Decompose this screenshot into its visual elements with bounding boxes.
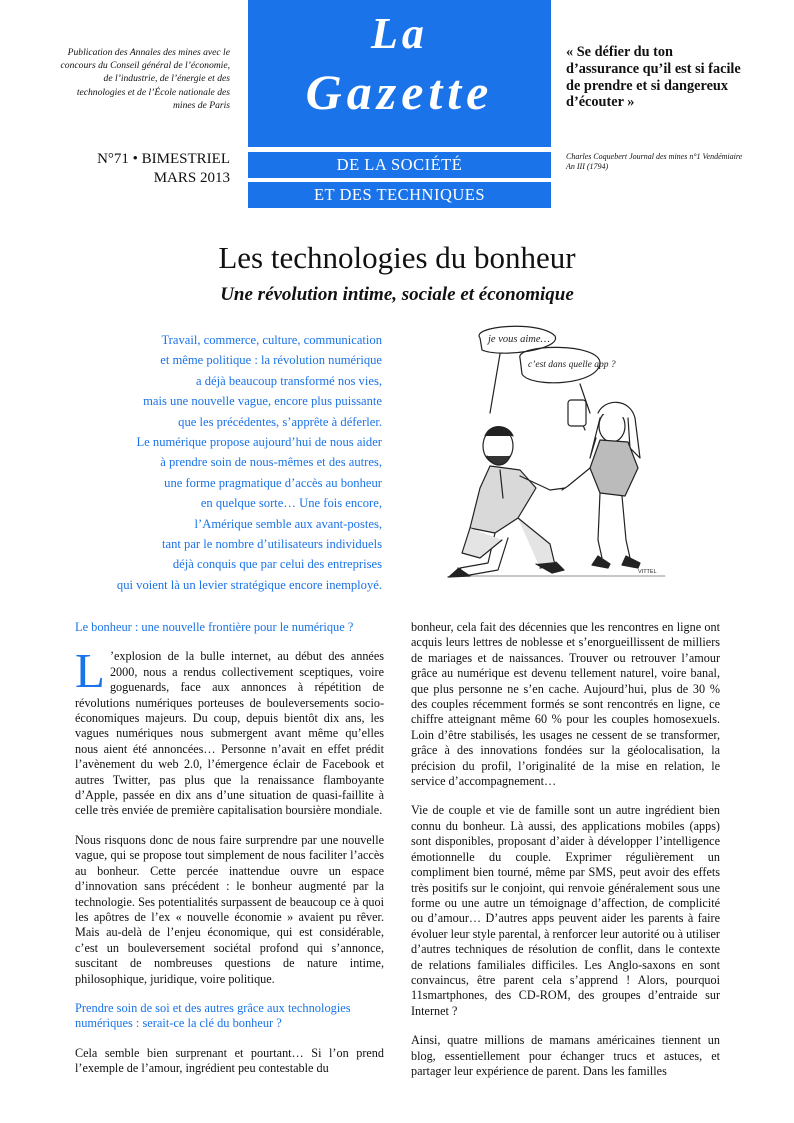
epigraph-attribution: Charles Coquebert Journal des mines n°1 Vendémiaire An III (1794)	[566, 152, 743, 171]
article-column-right	[411, 620, 720, 1093]
article-intro	[80, 330, 382, 595]
bubble-right-text: c’est dans quelle app ?	[528, 360, 616, 370]
bubble-left-text: je vous aime…	[488, 334, 550, 345]
body-paragraph: Cela semble bien surprenant et pourtant… Si l’on prend l’exemple de l’amour, ingrédient peu contestable du	[75, 1045, 384, 1076]
kneeling-man-figure	[448, 427, 565, 577]
section-heading: Le bonheur : une nouvelle frontière pour le numérique ?	[75, 620, 354, 634]
intro-line: en quelque sorte… Une fois encore,	[200, 496, 382, 511]
section-heading: Prendre soin de soi et des autres grâce aux technologies numériques : serait-ce la clé du bonheur ?	[75, 1000, 351, 1031]
issue-date: MARS 2013	[153, 170, 230, 186]
intro-line: déjà conquis que par celui des entreprises	[172, 557, 382, 572]
logo-gazette: Gazette	[305, 64, 494, 120]
logo-la: La	[371, 9, 428, 58]
article-title: Les technologies du bonheur	[218, 240, 576, 275]
intro-line: et même politique : la révolution numérique	[160, 353, 382, 368]
intro-line: une forme pragmatique d’accès au bonheur	[164, 475, 382, 490]
standing-woman-figure	[562, 400, 640, 568]
body-paragraph: L ’explosion de la bulle internet, au début des années 2000, nous a rendus collectivement sceptiques, voire goguenards, face aux annonces à répétition de révolutions numériques porteuses de bouleversements socio-économiques majeurs. Du coup, depuis bientôt dix ans, les vagues numériques nous submergent avant même qu’elles nous aient été annoncées… Personne n’avait en effet prédit l’avènement du web 2.0, l’émergence éclair de Facebook et autres Twitter, pas plus que la renaissance flamboyante d’Apple, passée en dix ans d’une situation de quasi-faillite à celle très enviée de première capitalisation boursière mondiale.	[75, 643, 384, 818]
masthead-band-techniques: ET DES TECHNIQUES	[248, 182, 551, 208]
intro-line: a déjà beaucoup transformé nos vies,	[195, 373, 382, 388]
intro-line: que les précédentes, s’apprête à déferler.	[178, 414, 382, 429]
intro-line: Le numérique propose aujourd’hui de nous aider	[136, 435, 382, 450]
intro-line: mais une nouvelle vague, encore plus puissante	[143, 394, 382, 409]
masthead-logo	[248, 0, 551, 147]
intro-line: Travail, commerce, culture, communication	[161, 333, 382, 347]
article-column-left	[75, 620, 384, 1091]
body-paragraph: Vie de couple et vie de famille sont un autre ingrédient bien connu du bonheur. Là aussi, des applications mobiles (apps) sont disponibles, proposant d’aider à développer l’intelligence émotionnelle du couple. Exprimer régulièrement un compliment bien tourné, même par SMS, peut avoir des effets très positifs sur le conjoint, qui renvoie généralement sous une forme ou une autre un témoignage d’affection, de complicité ou d’amour… D’autres apps peuvent aider les parents à faire évoluer leur style parental, à renforcer leur autorité ou à utiliser d’autres techniques de résolution de conflit, dans le contexte de relations familiales difficiles. Les Anglo-saxons en sont convaincus, être parent cela s’apprend ! Alors, pourquoi 11smartphones, des CD-ROM, des groupes d’entraide sur Internet ?	[411, 803, 720, 1018]
article-subtitle: Une révolution intime, sociale et économique	[220, 284, 574, 305]
body-paragraph: bonheur, cela fait des décennies que les rencontres en ligne ont acquis leurs lettres de noblesse et s’enorgueillissent de milliers de mariages et de naissances. Trouver ou retrouver l’amour grâce au numérique est devenu tellement naturel, voire banal, que plus personne ne s’en cache. Aujourd’hui, plus de 30 % des couples récemment formés se sont rencontrés en ligne, ce chiffre atteignant même 60 % pour les couples homosexuels. Loin d’être stabilisés, les usages ne cessent de se transformer, grâce à des innovations fondées sur la géolocalisation, la précision du profil, l’originalité de la mise en relation, le service d’accompagnement…	[411, 620, 720, 789]
issue-info	[62, 150, 230, 188]
body-paragraph: Nous risquons donc de nous faire surprendre par une nouvelle vague, qui se propose tout simplement de nous faciliter l’accès au bonheur. Cette percée inattendue ouvre un espace d’innovation sans précédent : le bonheur augmenté par la technologie. Ses potentialités surpassent de beaucoup ce à quoi les apôtres de l’ex « nouvelle économie » avaient pu rêver. Mais au-delà de l’enjeu économique, qui est considérable, c’est un bouleversement sociétal profond qui s’annonce, suscitant de nombreuses questions de nature intime, philosophique, juridique, voire politique.	[75, 832, 384, 986]
intro-line: à prendre soin de nous-mêmes et des autres,	[160, 455, 382, 470]
intro-line: l’Amérique semble aux avant-postes,	[194, 516, 382, 531]
body-paragraph: Ainsi, quatre millions de mamans américaines tiennent un blog, essentiellement pour échanger trucs et astuces, et partager leur expérience de parent. Dans les familles	[411, 1033, 720, 1078]
masthead-band-societe: DE LA SOCIÉTÉ	[248, 152, 551, 178]
issue-number: N°71 • BIMESTRIEL	[97, 151, 230, 167]
intro-line: qui voient là un levier stratégique encore inemployé.	[116, 577, 382, 592]
cartoon-signature: VITTEL	[638, 569, 657, 575]
publisher-note: Publication des Annales des mines avec le concours du Conseil général de l’économie, de l’industrie, de l’énergie et des technologies et de l’École nationale des mines de Paris	[60, 47, 230, 111]
epigraph-quote: « Se défier du ton d’assurance qu’il est si facile de prendre et si dangereux d’écouter »	[566, 44, 741, 111]
drop-cap: L	[75, 643, 105, 699]
cartoon-illustration	[440, 318, 670, 580]
intro-line: tant par le nombre d’utilisateurs individuels	[162, 537, 382, 552]
